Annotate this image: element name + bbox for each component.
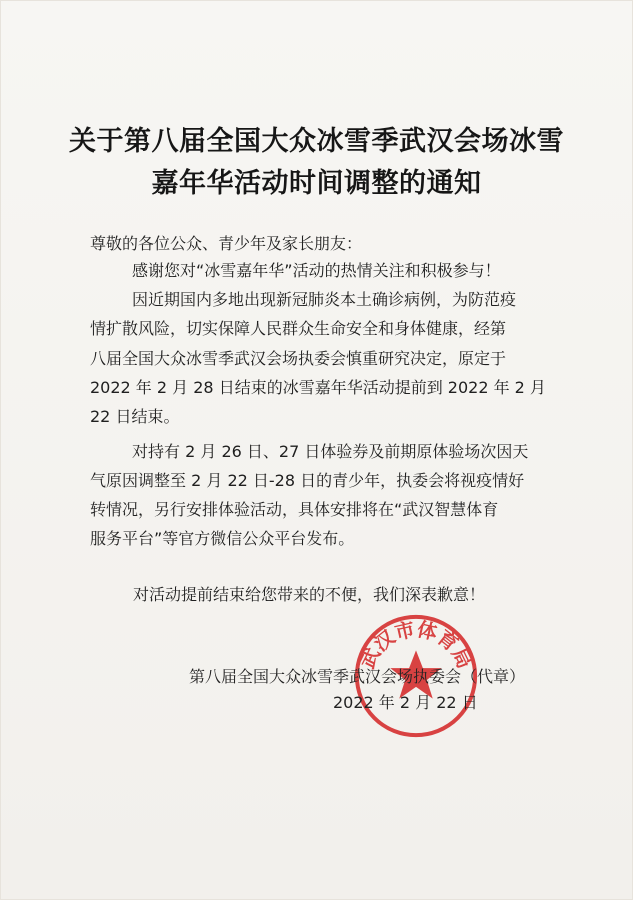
seal-text: 武汉市体育局 <box>355 617 477 673</box>
paragraph-reason-line-2: 情扩散风险，切实保障人民群众生命安全和身体健康，经第 <box>90 319 507 338</box>
document-date: 2022 年 2 月 22 日 <box>333 693 478 712</box>
salutation: 尊敬的各位公众、青少年及家长朋友： <box>90 234 363 253</box>
notice-title-line-2: 嘉年华活动时间调整的通知 <box>151 168 482 199</box>
signature: 第八届全国大众冰雪季武汉会场执委会（代章） <box>189 667 526 686</box>
paragraph-reason-line-5: 22 日结束。 <box>90 407 180 426</box>
paragraph-reason-line-1: 因近期国内多地出现新冠肺炎本土确诊病例，为防范疫 <box>132 290 517 309</box>
paragraph-arrangement-line-1: 对持有 2 月 26 日、27 日体验券及前期原体验场次因天 <box>132 442 529 461</box>
paragraph-arrangement-line-2: 气原因调整至 2 月 22 日-28 日的青少年，执委会将视疫情好 <box>90 471 525 490</box>
paragraph-thanks: 感谢您对“冰雪嘉年华”活动的热情关注和积极参与！ <box>132 261 501 280</box>
paragraph-reason-line-3: 八届全国大众冰雪季武汉会场执委会慎重研究决定，原定于 <box>90 349 507 368</box>
apology-line: 对活动提前结束给您带来的不便，我们深表歉意！ <box>133 585 486 604</box>
paragraph-reason-line-4: 2022 年 2 月 28 日结束的冰雪嘉年华活动提前到 2022 年 2 月 <box>90 378 546 397</box>
paragraph-arrangement-line-3: 转情况，另行安排体验活动，具体安排将在“武汉智慧体育 <box>90 500 499 519</box>
notice-title-line-1: 关于第八届全国大众冰雪季武汉会场冰雪 <box>69 126 564 157</box>
paragraph-arrangement-line-4: 服务平台”等官方微信公众平台发布。 <box>90 529 355 548</box>
